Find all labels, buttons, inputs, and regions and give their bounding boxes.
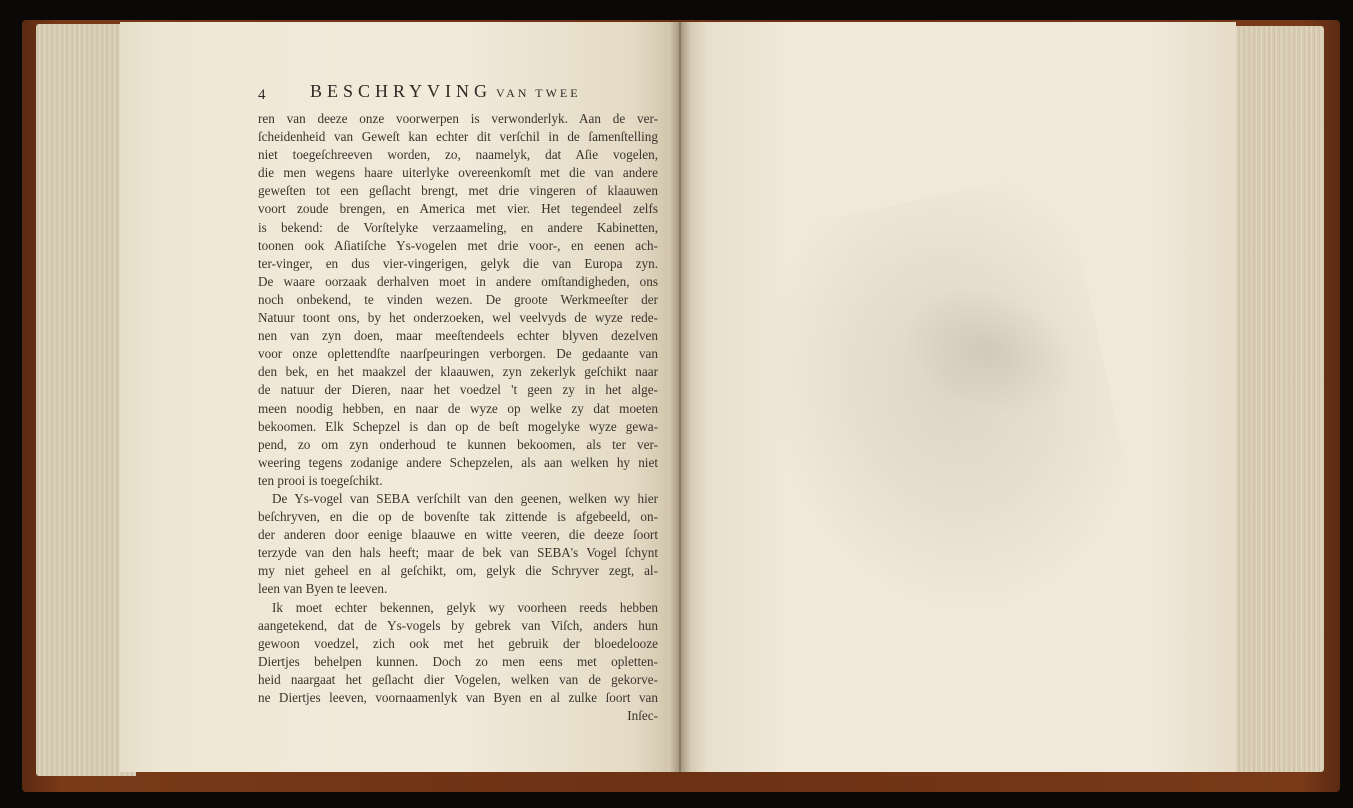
text-line: der anderen door eenige blaauwe en witte veeren, die deeze ſoort <box>258 527 658 543</box>
text-line: is bekend: de Vorſtelyke verzaameling, en andere Kabinetten, <box>258 219 658 235</box>
text-line: Natuur toont ons, by het onderzoeken, wel veelvyds de wyze rede- <box>258 310 658 326</box>
running-header <box>258 81 598 107</box>
text-line: terzyde van den hals heeft; maar de bek van SEBA's Vogel ſchynt <box>258 545 658 561</box>
text-line: ren van deeze onze voorwerpen is verwonderlyk. Aan de ver- <box>258 111 658 126</box>
page-edges-right <box>1228 26 1324 772</box>
header-title: BESCHRYVING <box>310 81 493 101</box>
text-line: Diertjes behelpen kunnen. Doch zo men eens met opletten- <box>258 653 658 669</box>
text-line: niet toegeſchreeven worden, zo, naamelyk, dat Aſie vogelen, <box>258 147 658 163</box>
text-line: De Ys-vogel van SEBA verſchilt van den geenen, welken wy hier <box>272 490 658 506</box>
text-line: nen van zyn doen, maar meeſtendeels echter blyven dezelven <box>258 328 658 344</box>
text-line: voor onze oplettendſte naarſpeuringen verborgen. De gedaante van <box>258 346 658 362</box>
text-line: ten prooi is toegeſchikt. <box>258 472 383 488</box>
text-line: de natuur der Dieren, naar het voedzel 't geen zy in het alge- <box>258 382 658 398</box>
text-line: meen noodig hebben, en naar de wyze op welke zy dat moeten <box>258 400 658 416</box>
book-gutter <box>668 22 692 772</box>
text-line: ne Diertjes leeven, voornaamenlyk van Byen en al zulke ſoort van <box>258 690 658 705</box>
text-line: beſchryven, en die op de bovenſte tak zittende is afgebeeld, on- <box>258 509 658 525</box>
body-text <box>258 110 658 725</box>
text-line: my niet geheel en al geſchikt, om, gelyk die Schryver zegt, al- <box>258 563 658 579</box>
text-line: die men wegens haare uiterlyke overeenkomſt met die van andere <box>258 165 658 181</box>
text-line: pend, zo om zyn onderhoud te kunnen bekoomen, als ter ver- <box>258 436 658 452</box>
text-line: gewoon voedzel, zich ook met het gebruik der bloedelooze <box>258 635 658 651</box>
text-line: geweſten tot een geſlacht brengt, met drie vingeren of klaauwen <box>258 183 658 199</box>
text-line: noch onbekend, te vinden wezen. De groote Werkmeeſter der <box>258 291 658 307</box>
text-line: voort zoude brengen, en America met vier. Het tegendeel zelfs <box>258 201 658 217</box>
text-line: aangetekend, dat de Ys-vogels by gebrek van Viſch, anders hun <box>258 617 658 633</box>
text-line: bekoomen. Elk Schepzel is dan op de beſt mogelyke wyze gewa- <box>258 418 658 434</box>
text-line: ſcheidenheid van Geweſt kan echter dit verſchil in de ſamenſtelling <box>258 129 658 145</box>
catchword: Inſec- <box>627 708 658 724</box>
text-line: weering tegens zodanige andere Schepzelen, als aan welken hy niet <box>258 454 658 470</box>
text-line: den bek, en het maakzel der klaauwen, zyn zekerlyk geſchikt naar <box>258 364 658 380</box>
text-line: leen van Byen te leeven. <box>258 581 388 597</box>
text-line: De waare oorzaak derhalven moet in andere omſtandigheden, ons <box>258 273 658 289</box>
text-line: toonen ook Aſiatiſche Ys-vogelen met drie voor-, en eenen ach- <box>258 237 658 253</box>
text-line: ter-vinger, en dus vier-vingerigen, gelyk die van Europa zyn. <box>258 255 658 271</box>
header-subtitle: VAN TWEE <box>496 86 581 100</box>
text-line: Ik moet echter bekennen, gelyk wy voorheen reeds hebben <box>272 599 658 615</box>
page-number: 4 <box>258 87 266 103</box>
text-line: heid naargaat het geſlacht dier Vogelen, welken van de gekorve- <box>258 671 658 687</box>
